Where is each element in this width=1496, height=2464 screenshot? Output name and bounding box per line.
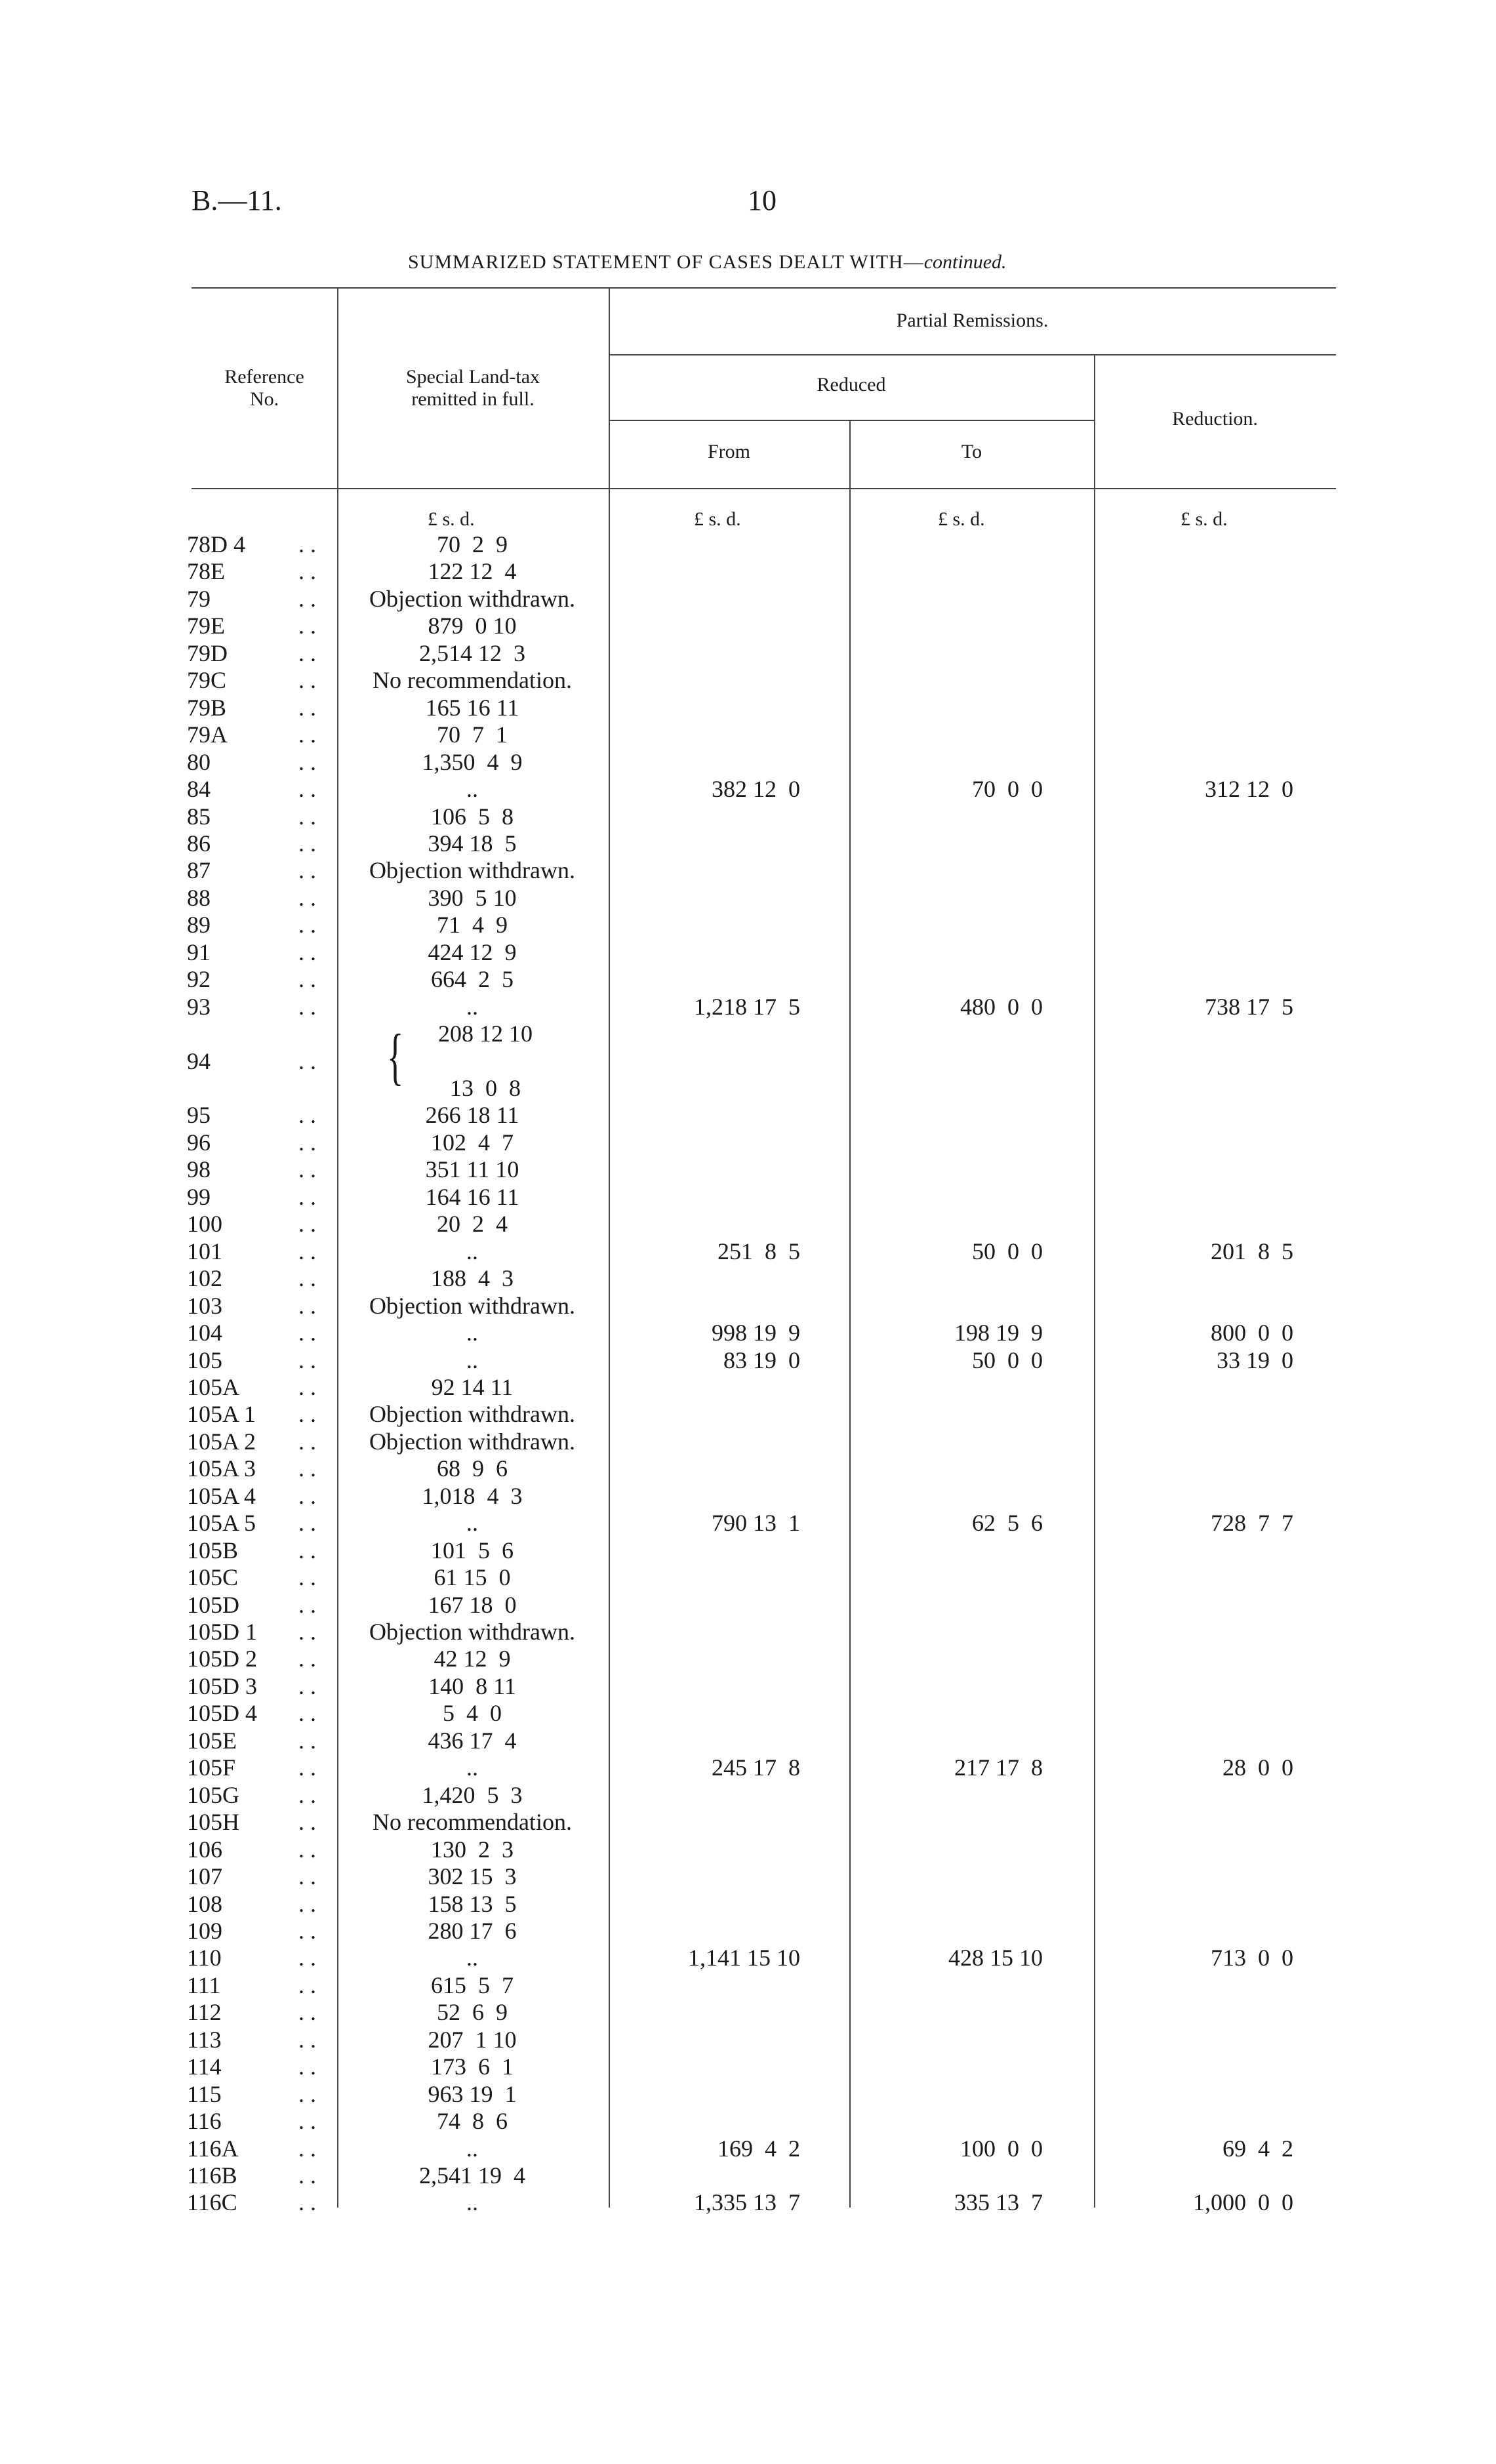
table-row [0, 1020, 1496, 1047]
ref-cell: 87 [187, 857, 211, 884]
leader-dots: . . [298, 1346, 316, 1373]
full-cell: 68 9 6 [437, 1455, 508, 1482]
table-row [0, 1646, 1496, 1672]
table-row [0, 885, 1496, 912]
from-cell: 998 19 9 [712, 1320, 800, 1346]
full-cell: 122 12 4 [428, 558, 517, 585]
table-row [0, 2162, 1496, 2189]
full-cell: 102 4 7 [431, 1129, 514, 1156]
leader-dots: . . [298, 558, 316, 585]
leader-dots: . . [298, 1945, 316, 1971]
table-row [0, 1265, 1496, 1292]
full-cell: 266 18 11 [425, 1102, 519, 1129]
ref-cell: 105H [187, 1809, 239, 1836]
leader-dots: . . [298, 721, 316, 748]
ref-cell: 105D 2 [187, 1646, 257, 1672]
leader-dots: . . [298, 694, 316, 721]
ref-cell: 91 [187, 939, 211, 965]
table-row [0, 1320, 1496, 1346]
full-cell: .. [466, 2135, 478, 2162]
leader-dots: . . [298, 776, 316, 803]
full-cell: 101 5 6 [431, 1537, 514, 1564]
full-cell: 13 0 8 [450, 1075, 521, 1101]
ref-cell: 84 [187, 776, 211, 803]
full-cell: 92 14 11 [431, 1373, 514, 1400]
ref-cell: 105A 5 [187, 1510, 256, 1537]
table-row [0, 912, 1496, 939]
ref-cell: 112 [187, 1999, 222, 2026]
leader-dots: . . [298, 1971, 316, 1998]
table-row [0, 1483, 1496, 1510]
table-row [0, 1972, 1496, 1999]
table-row [0, 1401, 1496, 1428]
to-cell: 100 0 0 [960, 2135, 1043, 2162]
table-row [0, 966, 1496, 993]
table-row [0, 1129, 1496, 1156]
table-row [0, 1184, 1496, 1211]
ref-cell: 109 [187, 1917, 222, 1944]
header-to: To [961, 441, 982, 462]
ref-cell: 79 [187, 585, 211, 612]
table-row [0, 803, 1496, 830]
ref-cell: 101 [187, 1238, 222, 1264]
full-cell: 167 18 0 [428, 1591, 517, 1618]
full-cell: 2,514 12 3 [419, 639, 525, 666]
ref-cell: 79C [187, 667, 227, 694]
full-cell: 140 8 11 [428, 1672, 516, 1699]
full-cell: 615 5 7 [431, 1971, 514, 1998]
header-full: Special Land-tax remitted in full. [405, 366, 540, 410]
full-cell: 390 5 10 [428, 884, 517, 911]
table-row [0, 1455, 1496, 1482]
leader-dots: . . [298, 884, 316, 911]
units-to: £ s. d. [938, 508, 985, 530]
leader-dots: . . [298, 2026, 316, 2053]
full-cell: .. [466, 2189, 478, 2216]
ref-cell: 105F [187, 1754, 236, 1781]
ref-cell: 106 [187, 1836, 222, 1863]
full-cell: 165 16 11 [425, 694, 519, 721]
table-row [0, 1564, 1496, 1591]
reduction-cell: 201 8 5 [1211, 1238, 1293, 1264]
table-row [0, 721, 1496, 748]
to-cell: 62 5 6 [972, 1510, 1043, 1537]
table-row [0, 2027, 1496, 2053]
to-cell: 217 17 8 [954, 1754, 1043, 1781]
ref-cell: 105G [187, 1781, 239, 1808]
leader-dots: . . [298, 1564, 316, 1591]
from-cell: 251 8 5 [718, 1238, 800, 1264]
table-title-suffix: continued. [923, 251, 1007, 273]
table-row [0, 1293, 1496, 1320]
ref-cell: 79E [187, 613, 225, 639]
full-cell: 106 5 8 [431, 803, 514, 830]
ref-cell: 79D [187, 639, 228, 666]
leader-dots: . . [298, 748, 316, 775]
ref-cell: 114 [187, 2053, 222, 2080]
table-row [0, 586, 1496, 613]
ref-cell: 92 [187, 966, 211, 993]
from-cell: 1,141 15 10 [688, 1945, 800, 1971]
leader-dots: . . [298, 2053, 316, 2080]
ref-cell: 105A 3 [187, 1455, 256, 1482]
full-cell: 1,350 4 9 [422, 748, 523, 775]
table-row [0, 613, 1496, 639]
leader-dots: . . [298, 1401, 316, 1428]
full-cell: .. [466, 776, 478, 803]
ref-cell: 105D 3 [187, 1672, 257, 1699]
full-cell: .. [466, 1510, 478, 1537]
full-cell: 1,420 5 3 [422, 1781, 523, 1808]
full-cell: 42 12 9 [434, 1646, 511, 1672]
leader-dots: . . [298, 613, 316, 639]
full-cell: Objection withdrawn. [369, 857, 575, 884]
full-cell: Objection withdrawn. [369, 1292, 575, 1319]
ref-cell: 78D 4 [187, 531, 245, 557]
partial-rule [609, 354, 1336, 355]
table-row [0, 640, 1496, 667]
leader-dots: . . [298, 1156, 316, 1183]
units-reduction: £ s. d. [1181, 508, 1228, 530]
full-cell: 164 16 11 [425, 1183, 519, 1210]
from-cell: 245 17 8 [712, 1754, 800, 1781]
ref-cell: 105 [187, 1346, 222, 1373]
table-row [0, 1510, 1496, 1537]
full-cell: Objection withdrawn. [369, 1401, 575, 1428]
leader-dots: . . [298, 1781, 316, 1808]
leader-dots: . . [298, 1211, 316, 1238]
from-cell: 1,335 13 7 [694, 2189, 800, 2216]
leader-dots: . . [298, 1320, 316, 1346]
leader-dots: . . [298, 2080, 316, 2107]
header-partial: Partial Remissions. [896, 310, 1049, 331]
leader-dots: . . [298, 667, 316, 694]
ref-cell: 80 [187, 748, 211, 775]
table-row [0, 994, 1496, 1020]
full-cell: 394 18 5 [428, 830, 517, 857]
ref-cell: 105A [187, 1373, 239, 1400]
table-row [0, 2081, 1496, 2108]
ref-cell: 85 [187, 803, 211, 830]
table-row [0, 1918, 1496, 1945]
header-bottom-rule [192, 488, 1336, 489]
to-cell: 50 0 0 [972, 1346, 1043, 1373]
leader-dots: . . [298, 1890, 316, 1917]
leader-dots: . . [298, 585, 316, 612]
full-cell: 188 4 3 [431, 1265, 514, 1292]
reduced-rule [609, 420, 1094, 421]
leader-dots: . . [298, 1482, 316, 1509]
leader-dots: . . [298, 966, 316, 993]
full-cell: 963 19 1 [428, 2080, 517, 2107]
table-row [0, 1075, 1496, 1102]
table-row [0, 667, 1496, 694]
reduction-cell: 69 4 2 [1223, 2135, 1293, 2162]
full-cell: 130 2 3 [431, 1836, 514, 1863]
ref-cell: 78E [187, 558, 225, 585]
to-cell: 198 19 9 [954, 1320, 1043, 1346]
table-row [0, 830, 1496, 857]
leader-dots: . . [298, 1292, 316, 1319]
leader-dots: . . [298, 1619, 316, 1645]
ref-cell: 93 [187, 993, 211, 1020]
to-cell: 50 0 0 [972, 1238, 1043, 1264]
full-cell: 879 0 10 [428, 613, 517, 639]
table-row [0, 1999, 1496, 2026]
full-cell: .. [466, 1754, 478, 1781]
leader-dots: . . [298, 1238, 316, 1264]
table-row [0, 1048, 1496, 1075]
ref-cell: 89 [187, 912, 211, 939]
table-row [0, 1673, 1496, 1700]
table-row [0, 1102, 1496, 1129]
full-cell: 20 2 4 [437, 1211, 508, 1238]
table-row [0, 1891, 1496, 1918]
ref-cell: 105D 4 [187, 1700, 257, 1727]
leader-dots: . . [298, 639, 316, 666]
ref-cell: 105A 2 [187, 1428, 256, 1455]
ref-cell: 105A 4 [187, 1482, 256, 1509]
ref-cell: 115 [187, 2080, 222, 2107]
table-row [0, 558, 1496, 585]
ref-cell: 100 [187, 1211, 222, 1238]
to-cell: 70 0 0 [972, 776, 1043, 803]
table-row [0, 1782, 1496, 1809]
reduction-cell: 33 19 0 [1217, 1346, 1293, 1373]
table-row [0, 1211, 1496, 1238]
ref-cell: 110 [187, 1945, 222, 1971]
header-reduction: Reduction. [1172, 408, 1258, 430]
leader-dots: . . [298, 1863, 316, 1890]
table-row [0, 1754, 1496, 1781]
table-row [0, 1945, 1496, 1971]
table-row [0, 939, 1496, 966]
leader-dots: . . [298, 1537, 316, 1564]
table-row [0, 1537, 1496, 1564]
leader-dots: . . [298, 1373, 316, 1400]
full-cell: 158 13 5 [428, 1890, 517, 1917]
full-cell: 2,541 19 4 [419, 2162, 525, 2189]
full-cell: .. [466, 993, 478, 1020]
leader-dots: . . [298, 1646, 316, 1672]
table-top-rule [192, 287, 1336, 289]
full-cell: 664 2 5 [431, 966, 514, 993]
full-cell: 207 1 10 [428, 2026, 517, 2053]
units-from: £ s. d. [694, 508, 741, 530]
full-cell: 5 4 0 [443, 1700, 502, 1727]
reduction-cell: 728 7 7 [1211, 1510, 1293, 1537]
full-cell: Objection withdrawn. [369, 1619, 575, 1645]
from-cell: 169 4 2 [718, 2135, 800, 2162]
leader-dots: . . [298, 531, 316, 557]
leader-dots: . . [298, 1428, 316, 1455]
leader-dots: . . [298, 1727, 316, 1754]
table-row [0, 1347, 1496, 1374]
full-cell: 280 17 6 [428, 1917, 517, 1944]
ref-cell: 79B [187, 694, 227, 721]
ref-cell: 105D 1 [187, 1619, 257, 1645]
full-cell: 208 12 10 [438, 1020, 533, 1047]
full-cell: 71 4 9 [437, 912, 508, 939]
leader-dots: . . [298, 1917, 316, 1944]
full-cell: No recommendation. [373, 667, 572, 694]
ref-cell: 102 [187, 1265, 222, 1292]
leader-dots: . . [298, 1455, 316, 1482]
table-row [0, 2108, 1496, 2135]
ref-cell: 113 [187, 2026, 222, 2053]
leader-dots: . . [298, 1047, 316, 1074]
full-cell: Objection withdrawn. [369, 585, 575, 612]
document-id: B.—11. [192, 184, 282, 216]
full-cell: No recommendation. [373, 1809, 572, 1836]
table-row [0, 1238, 1496, 1265]
table-row [0, 1809, 1496, 1836]
table-row [0, 776, 1496, 803]
leader-dots: . . [298, 830, 316, 857]
ref-cell: 105B [187, 1537, 239, 1564]
table-row [0, 1374, 1496, 1401]
full-cell: 173 6 1 [431, 2053, 514, 2080]
ref-cell: 104 [187, 1320, 222, 1346]
leader-dots: . . [298, 2162, 316, 2189]
leader-dots: . . [298, 1102, 316, 1129]
full-cell: 70 7 1 [437, 721, 508, 748]
leader-dots: . . [298, 1129, 316, 1156]
table-row [0, 749, 1496, 776]
ref-cell: 111 [187, 1971, 221, 1998]
ref-cell: 103 [187, 1292, 222, 1319]
from-cell: 1,218 17 5 [694, 993, 800, 1020]
table-row [0, 1428, 1496, 1455]
table-row [0, 2053, 1496, 2080]
reduction-cell: 713 0 0 [1211, 1945, 1293, 1971]
reduction-cell: 738 17 5 [1205, 993, 1293, 1020]
to-cell: 335 13 7 [954, 2189, 1043, 2216]
reduction-cell: 312 12 0 [1205, 776, 1293, 803]
ref-cell: 108 [187, 1890, 222, 1917]
brace-94: { [387, 1021, 404, 1091]
ref-cell: 105E [187, 1727, 237, 1754]
page-number: 10 [748, 184, 777, 216]
leader-dots: . . [298, 857, 316, 884]
from-cell: 790 13 1 [712, 1510, 800, 1537]
ref-cell: 88 [187, 884, 211, 911]
leader-dots: . . [298, 2108, 316, 2135]
from-cell: 83 19 0 [723, 1346, 800, 1373]
leader-dots: . . [298, 1672, 316, 1699]
full-cell: 424 12 9 [428, 939, 517, 965]
table-row [0, 1836, 1496, 1863]
table-row [0, 1863, 1496, 1890]
full-cell: 52 6 9 [437, 1999, 508, 2026]
header-from: From [707, 441, 750, 462]
full-cell: 302 15 3 [428, 1863, 517, 1890]
table-row [0, 695, 1496, 721]
ref-cell: 99 [187, 1183, 211, 1210]
table-row [0, 2135, 1496, 2162]
leader-dots: . . [298, 1999, 316, 2026]
full-cell: 436 17 4 [428, 1727, 517, 1754]
from-cell: 382 12 0 [712, 776, 800, 803]
full-cell: .. [466, 1320, 478, 1346]
leader-dots: . . [298, 1700, 316, 1727]
ref-cell: 107 [187, 1863, 222, 1890]
table-row [0, 1156, 1496, 1183]
table-row [0, 1727, 1496, 1754]
reduction-cell: 28 0 0 [1223, 1754, 1293, 1781]
leader-dots: . . [298, 803, 316, 830]
to-cell: 480 0 0 [960, 993, 1043, 1020]
table-title [408, 251, 1007, 273]
table-title-main: SUMMARIZED STATEMENT OF CASES DEALT WITH— [408, 251, 924, 273]
ref-cell: 95 [187, 1102, 211, 1129]
full-cell: 351 11 10 [425, 1156, 519, 1183]
ref-cell: 98 [187, 1156, 211, 1183]
header-reduced: Reduced [817, 374, 886, 395]
table-row [0, 1700, 1496, 1727]
to-cell: 428 15 10 [948, 1945, 1043, 1971]
full-cell: .. [466, 1238, 478, 1264]
full-cell: .. [466, 1346, 478, 1373]
leader-dots: . . [298, 993, 316, 1020]
ref-cell: 79A [187, 721, 228, 748]
leader-dots: . . [298, 2135, 316, 2162]
full-cell: Objection withdrawn. [369, 1428, 575, 1455]
leader-dots: . . [298, 1754, 316, 1781]
full-cell: .. [466, 1945, 478, 1971]
table-row [0, 857, 1496, 884]
table-row [0, 2189, 1496, 2216]
ref-cell: 96 [187, 1129, 211, 1156]
ref-cell: 116B [187, 2162, 237, 2189]
leader-dots: . . [298, 2189, 316, 2216]
leader-dots: . . [298, 1510, 316, 1537]
full-cell: 61 15 0 [434, 1564, 511, 1591]
leader-dots: . . [298, 1265, 316, 1292]
leader-dots: . . [298, 1809, 316, 1836]
units-full: £ s. d. [428, 508, 475, 530]
ref-cell: 105A 1 [187, 1401, 256, 1428]
reduction-cell: 800 0 0 [1211, 1320, 1293, 1346]
leader-dots: . . [298, 912, 316, 939]
ref-cell: 86 [187, 830, 211, 857]
header-ref: Reference No. [224, 366, 304, 410]
leader-dots: . . [298, 939, 316, 965]
ref-cell: 105D [187, 1591, 239, 1618]
table-row [0, 1592, 1496, 1619]
leader-dots: . . [298, 1591, 316, 1618]
full-cell: 70 2 9 [437, 531, 508, 557]
leader-dots: . . [298, 1183, 316, 1210]
leader-dots: . . [298, 1836, 316, 1863]
table-row [0, 531, 1496, 558]
full-cell: 1,018 4 3 [422, 1482, 523, 1509]
ref-cell: 116A [187, 2135, 239, 2162]
full-cell: 74 8 6 [437, 2108, 508, 2135]
ref-cell: 116 [187, 2108, 222, 2135]
reduction-cell: 1,000 0 0 [1193, 2189, 1293, 2216]
table-row [0, 1619, 1496, 1646]
ref-cell: 116C [187, 2189, 237, 2216]
ref-cell: 105C [187, 1564, 239, 1591]
ref-cell: 94 [187, 1047, 211, 1074]
